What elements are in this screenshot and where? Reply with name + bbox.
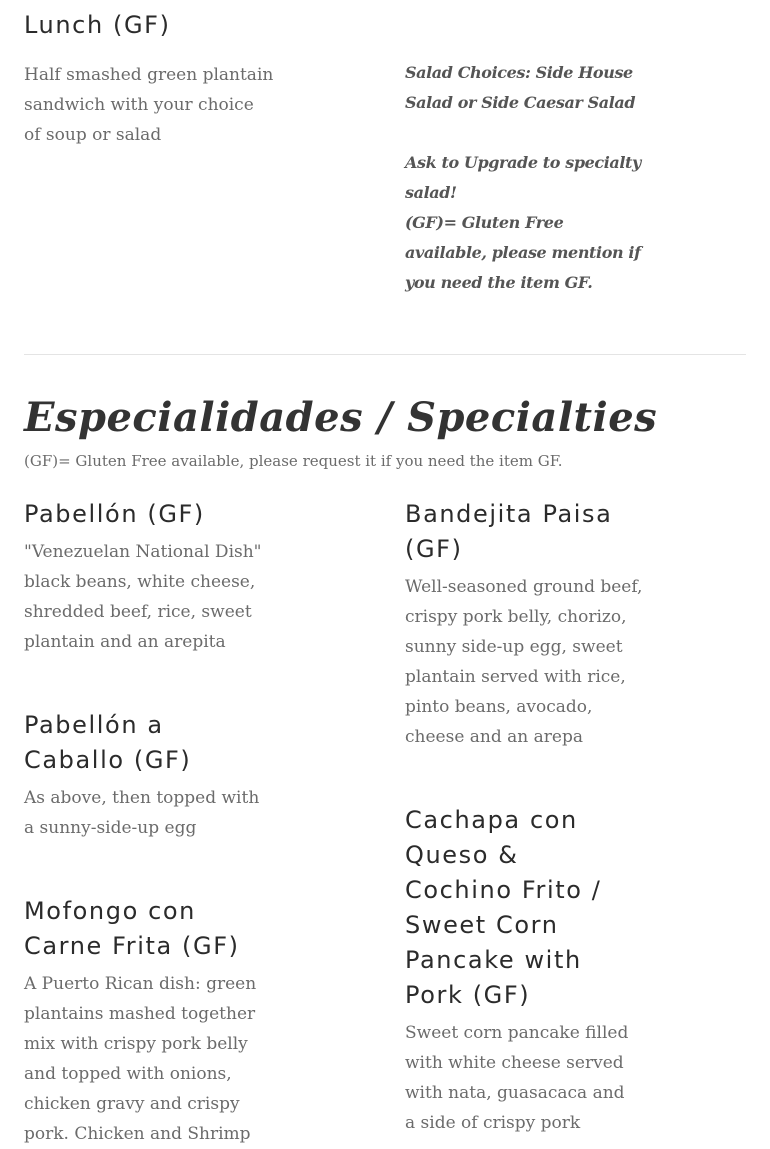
menu-item-title: Pabellón (GF) xyxy=(24,500,205,528)
salad-choices-note: Salad Choices: Side House Salad or Side Caesar Salad xyxy=(405,63,636,112)
menu-item-title: Lunch (GF) xyxy=(24,11,171,39)
menu-item-pabellon xyxy=(24,497,274,657)
menu-item-description: As above, then topped with a sunny-side-up egg xyxy=(24,788,260,838)
menu-item-description: Half smashed green plantain sandwich with your choice of soup or salad xyxy=(24,65,274,145)
menu-item-description: Well-seasoned ground beef, crispy pork belly, chorizo, sunny side-up egg, sweet plantain served with rice, pinto beans, avocado, cheese and an arepa xyxy=(405,577,643,747)
menu-item-title: Mofongo con Carne Frita (GF) xyxy=(24,897,240,960)
menu-item-description: A Puerto Rican dish: green plantains mashed together mix with crispy pork belly and topped with onions, chicken gravy and crispy pork. Chicken and Shrimp xyxy=(24,974,257,1144)
menu-item-cachapa xyxy=(405,803,630,1138)
menu-item-title: Pabellón a Caballo (GF) xyxy=(24,711,192,774)
salad-notes xyxy=(405,58,650,298)
menu-item-description: Sweet corn pancake filled with white cheese served with nata, guasacaca and a side of crispy pork xyxy=(405,1023,629,1133)
section-title: Especialidades / Specialties xyxy=(24,394,658,441)
menu-item-title: Bandejita Paisa (GF) xyxy=(405,500,613,563)
menu-item-mofongo xyxy=(24,894,257,1149)
upgrade-note: Ask to Upgrade to specialty salad! xyxy=(405,153,641,202)
menu-item-title: Cachapa con Queso & Cochino Frito / Sweet Corn Pancake with Pork (GF) xyxy=(405,806,602,1009)
menu-item-lunch xyxy=(24,8,284,150)
menu-item-description: "Venezuelan National Dish" black beans, white cheese, shredded beef, rice, sweet plantain and an arepita xyxy=(24,542,262,652)
menu-item-pabellon-a-caballo xyxy=(24,708,260,843)
section-divider xyxy=(24,354,746,355)
menu-item-bandejita-paisa xyxy=(405,497,643,752)
section-gluten-note: (GF)= Gluten Free available, please request it if you need the item GF. xyxy=(24,452,563,470)
gluten-free-note: (GF)= Gluten Free available, please mention if you need the item GF. xyxy=(405,213,641,292)
